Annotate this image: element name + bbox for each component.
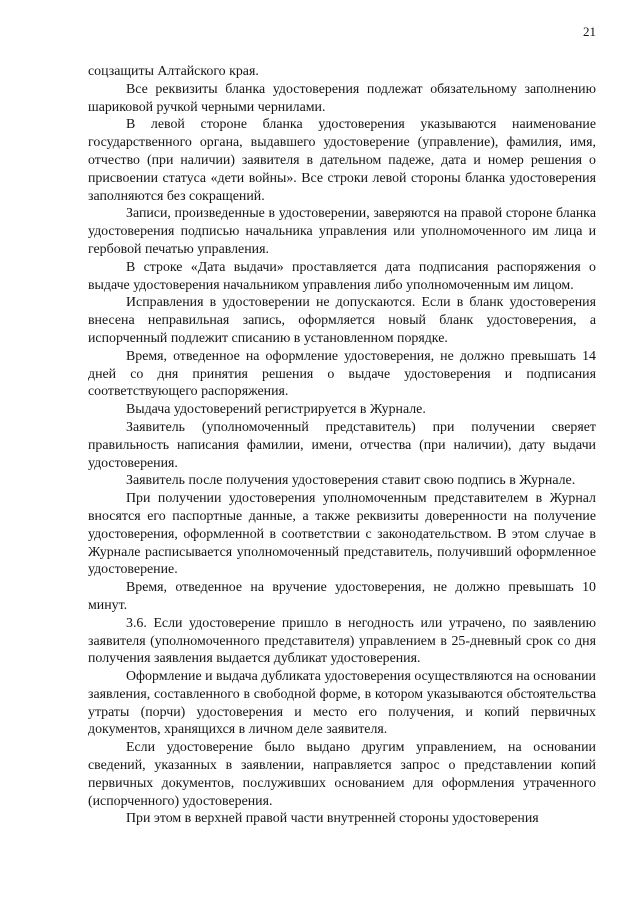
paragraph-12: Время, отведенное на вручение удостоверения, не должно превышать 10 минут.	[88, 580, 596, 613]
paragraph-10: Заявитель после получения удостоверения ставит свою подпись в Журнале.	[126, 473, 576, 489]
paragraph-8: Выдача удостоверений регистрируется в Журнале.	[126, 402, 426, 418]
paragraph-5: В строке «Дата выдачи» проставляется дата подписания распоряжения о выдаче удостоверения начальником управления либо уполномоченным им лицом.	[88, 259, 596, 293]
paragraph-14: Оформление и выдача дубликата удостоверения осуществляются на основании заявления, составленного в свободной форме, в котором указываются обстоятельства утраты (порчи) удостоверения и место его получения, и копий первичных документов, хранящихся в личном деле заявителя.	[88, 669, 596, 738]
paragraph-16: При этом в верхней правой части внутренней стороны удостоверения	[126, 811, 539, 827]
paragraph-15: Если удостоверение было выдано другим управлением, на основании сведений, указанных в заявлении, направляется запрос о представлении копий первичных документов, послуживших основанием для оформления утраченного (испорченного) удостоверения.	[88, 740, 596, 809]
paragraph-6: Исправления в удостоверении не допускаются. Если в бланк удостоверения внесена неправильная запись, оформляется новый бланк удостоверения, а испорченный подлежит списанию в установленном порядке.	[88, 295, 596, 346]
paragraph-9: Заявитель (уполномоченный представитель) при получении сверяет правильность написания фамилии, имени, отчества (при наличии), дату выдачи удостоверения.	[88, 419, 596, 471]
paragraph-4: Записи, произведенные в удостоверении, заверяются на правой стороне бланка удостоверения подписью начальника управления или уполномоченного им лица и гербовой печатью управления.	[88, 206, 596, 257]
paragraph-13: 3.6. Если удостоверение пришло в негодность или утрачено, по заявлению заявителя (уполномоченного представителя) управлением в 25-дневный срок со дня получения заявления выдается дубликат удостоверения.	[88, 615, 596, 667]
page-number: 21	[583, 24, 596, 39]
paragraph-1: соцзащиты Алтайского края.	[88, 64, 259, 79]
paragraph-7: Время, отведенное на оформление удостоверения, не должно превышать 14 дней со дня принятия решения о выдаче удостоверения и подписания соответствующего распоряжения.	[88, 348, 596, 400]
paragraph-2: Все реквизиты бланка удостоверения подлежат обязательному заполнению шариковой ручкой черными чернилами.	[88, 81, 596, 115]
paragraph-3: В левой стороне бланка удостоверения указываются наименование государственного органа, выдавшего удостоверение (управление), фамилия, имя, отчество (при наличии) заявителя в дательном падеже, дата и номер решения о присвоении статуса «дети войны». Все строки левой стороны бланка удостоверения заполняются без сокращений.	[88, 117, 596, 204]
paragraph-11: При получении удостоверения уполномоченным представителем в Журнал вносятся его паспортные данные, а также реквизиты доверенности на получение удостоверения, оформленной в соответствии с законодательством. В этом случае в Журнале расписывается уполномоченный представитель, получивший оформленное удостоверение.	[88, 491, 596, 578]
document-body	[88, 63, 596, 828]
